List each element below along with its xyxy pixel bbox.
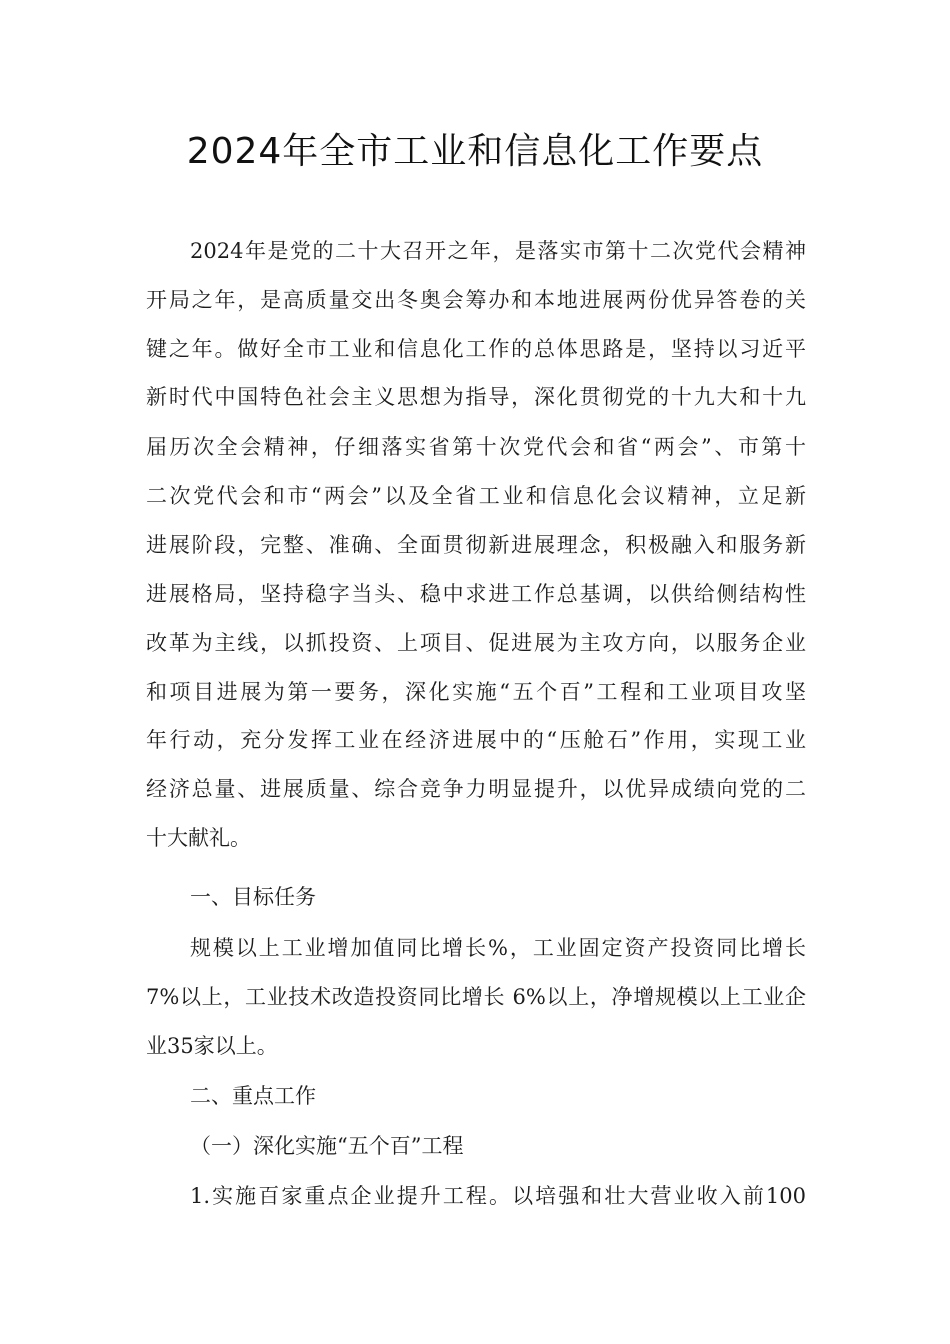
targets-line-3: 业35家以上。 [146,1034,278,1058]
intro-line-4: 新时代中国特色社会主义思想为指导，深化贯彻党的十九大和十九 [146,385,806,409]
document-title: 2024年全市工业和信息化工作要点 [186,131,764,172]
intro-line-11: 年行动，充分发挥工业在经济进展中的“压舱石”作用，实现工业 [146,728,806,752]
intro-line-9: 改革为主线，以抓投资、上项目、促进展为主攻方向，以服务企业 [146,631,806,655]
intro-line-6: 二次党代会和市“两会”以及全省工业和信息化会议精神，立足新 [146,484,806,508]
section-heading-targets: 一、目标任务 [190,885,316,909]
targets-line-2: 7%以上，工业技术改造投资同比增长 6%以上，净增规模以上工业企 [146,985,806,1009]
intro-line-8: 进展格局，坚持稳字当头、稳中求进工作总基调，以供给侧结构性 [146,582,806,606]
intro-line-10: 和项目进展为第一要务，深化实施“五个百”工程和工业项目攻坚 [146,680,806,704]
intro-line-2: 开局之年，是高质量交出冬奥会筹办和本地进展两份优异答卷的关 [146,288,806,312]
intro-line-5: 届历次全会精神，仔细落实省第十次党代会和省“两会”、市第十 [146,435,806,459]
targets-line-1: 规模以上工业增加值同比增长%，工业固定资产投资同比增长 [190,936,806,960]
intro-line-13: 十大献礼。 [146,826,251,850]
intro-line-1: 2024年是党的二十大召开之年，是落实市第十二次党代会精神 [190,239,806,263]
subsection-heading-five-hundreds: （一）深化实施“五个百”工程 [190,1134,464,1158]
intro-line-7: 进展阶段，完整、准确、全面贯彻新进展理念，积极融入和服务新 [146,533,806,557]
intro-line-3: 键之年。做好全市工业和信息化工作的总体思路是，坚持以习近平 [146,337,806,361]
item-1-line: 1.实施百家重点企业提升工程。以培强和壮大营业收入前100 [190,1184,806,1208]
intro-line-12: 经济总量、进展质量、综合竞争力明显提升，以优异成绩向党的二 [146,777,806,801]
section-heading-key-work: 二、重点工作 [190,1084,316,1108]
